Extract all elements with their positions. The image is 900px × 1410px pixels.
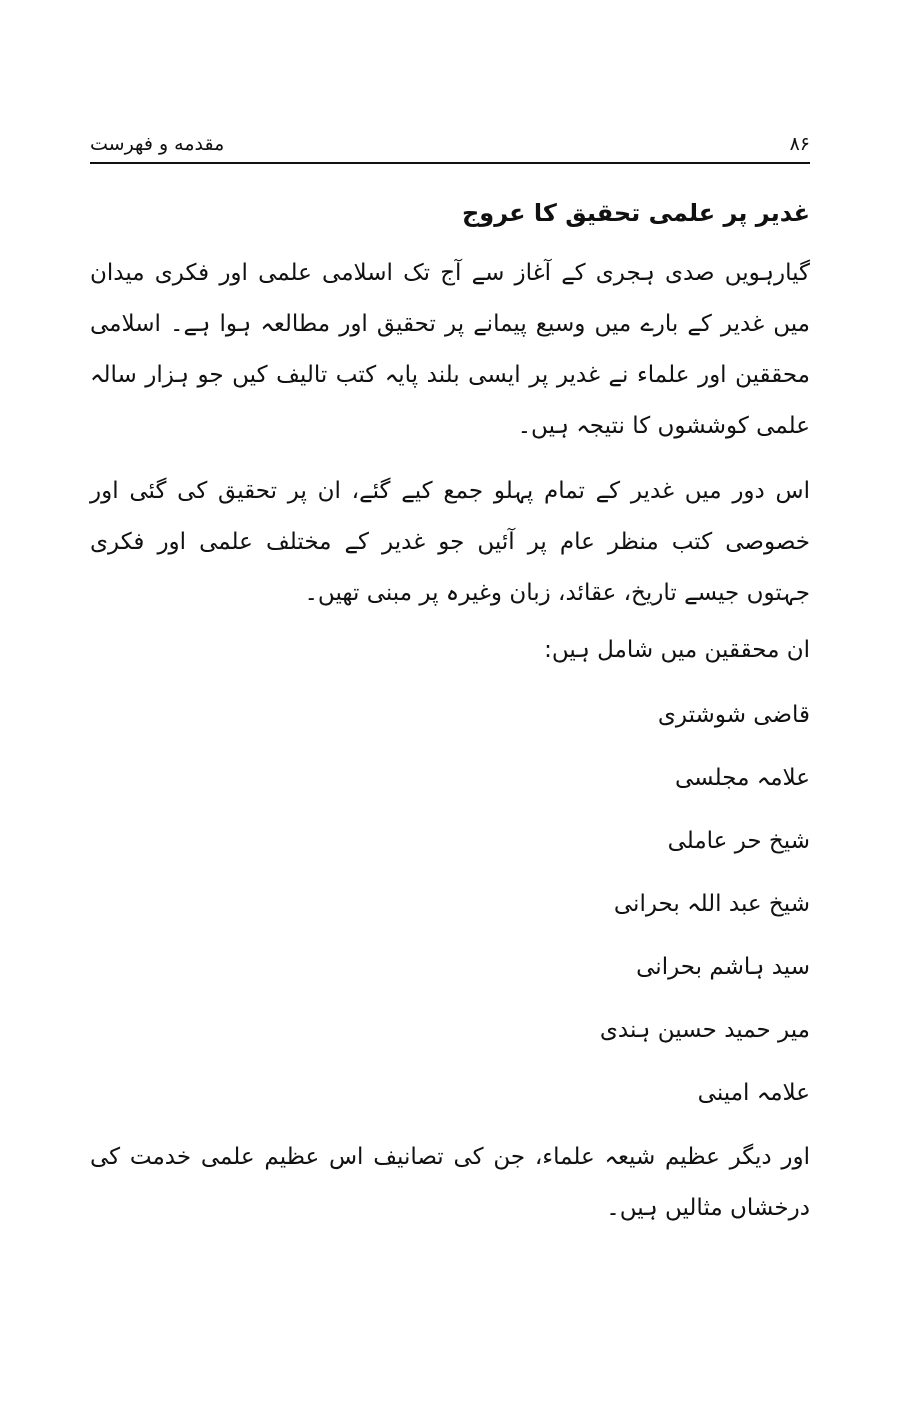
scholar-item: سید ہاشم بحرانی xyxy=(636,954,810,980)
running-title: مقدمه و فهرست xyxy=(90,133,225,155)
scholar-item: علامہ امینی xyxy=(697,1080,810,1106)
running-header xyxy=(90,126,810,164)
scholar-item: قاضی شوشتری xyxy=(657,702,810,728)
scholar-item: علامہ مجلسی xyxy=(674,765,810,791)
scholar-item: شیخ حر عاملی xyxy=(667,828,810,854)
closing-paragraph: اور دیگر عظیم شیعہ علماء، جن کی تصانیف اس عظیم علمی خدمت کی درخشاں مثالیں ہیں۔ xyxy=(90,1144,810,1221)
scholar-item: شیخ عبد اللہ بحرانی xyxy=(613,891,810,917)
list-intro: ان محققین میں شامل ہیں: xyxy=(544,637,810,663)
intro-paragraph: گیارہویں صدی ہجری کے آغاز سے آج تک اسلامی علمی اور فکری میدان میں غدیر کے بارے میں وسیع پیمانے پر تحقیق اور مطالعہ ہوا ہے۔ اسلامی محققین اور علماء نے غدیر پر ایسی بلند پایہ کتب تالیف کیں جو ہزار سالہ علمی کوششوں کا نتیجہ ہیں۔ xyxy=(90,260,810,439)
scholar-list xyxy=(90,690,810,1131)
second-paragraph: اس دور میں غدیر کے تمام پہلو جمع کیے گئے، ان پر تحقیق کی گئی اور خصوصی کتب منظر عام پر آئیں جو غدیر کے مختلف علمی اور فکری جہتوں جیسے تاریخ، عقائد، زبان وغیرہ پر مبنی تھیں۔ xyxy=(90,478,810,606)
page-number: ۸۶ xyxy=(789,133,810,155)
scholar-item: میر حمید حسین ہندی xyxy=(599,1017,810,1043)
section-title: غدیر پر علمی تحقیق کا عروج xyxy=(462,199,810,227)
